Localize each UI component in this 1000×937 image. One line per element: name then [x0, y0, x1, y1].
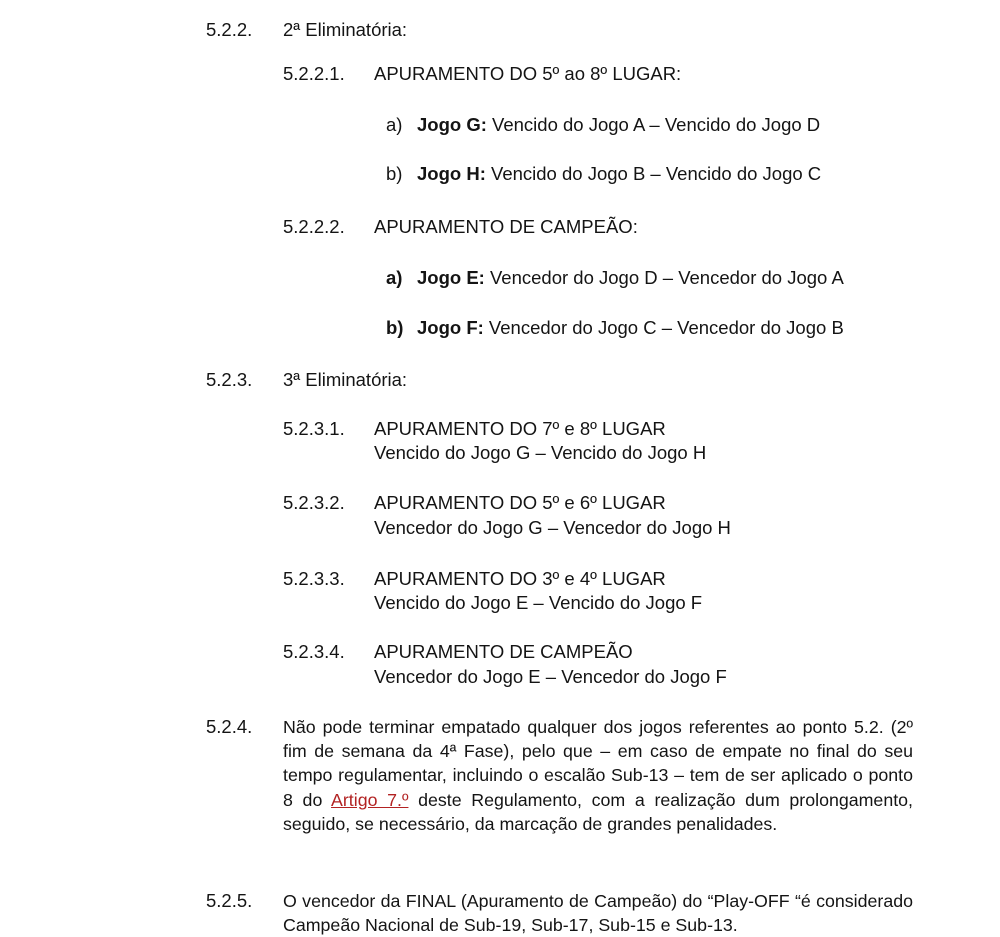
section-5-2-5-paragraph: O vencedor da FINAL (Apuramento de Campeão) do “Play-OFF “é considerado Campeão Nacional de Sub-19, Sub-17, Sub-15 e Sub-13.: [283, 891, 913, 936]
list-item: [386, 162, 822, 186]
list-marker: b): [386, 163, 403, 184]
section-title: 3ª Eliminatória:: [283, 369, 408, 390]
section-title: 2ª Eliminatória:: [283, 19, 408, 40]
section-detail: Vencido do Jogo G – Vencido do Jogo H: [374, 442, 707, 463]
section-number: 5.2.4.: [206, 716, 253, 737]
game-label: Jogo F:: [417, 317, 484, 338]
section-detail: Vencedor do Jogo G – Vencedor do Jogo H: [374, 517, 731, 538]
section-number: 5.2.2.: [206, 19, 253, 40]
paragraph-text: deste Regulamento, com a realização dum prolongamento, seguido, se necessário, da marcação de grandes penalidades.: [283, 789, 913, 834]
list-marker: a): [386, 114, 403, 135]
section-title: APURAMENTO DO 3º e 4º LUGAR: [374, 568, 666, 589]
paragraph-text: Não pode terminar empatado qualquer dos jogos referentes ao ponto 5.2. (2º fim de semana da 4ª Fase), pelo que – em caso de empate no final do seu tempo regulamentar, incluindo o escalão Sub-13 – tem de ser aplicado o ponto 8 do: [283, 717, 913, 810]
article-7-link[interactable]: Artigo 7.º: [331, 789, 409, 810]
section-number: 5.2.3.1.: [283, 418, 345, 439]
section-title: APURAMENTO DE CAMPEÃO:: [374, 216, 638, 237]
section-title: APURAMENTO DE CAMPEÃO: [374, 641, 633, 662]
section-detail: Vencido do Jogo E – Vencido do Jogo F: [374, 592, 703, 613]
section-number: 5.2.5.: [206, 890, 253, 911]
list-item: [386, 266, 844, 290]
game-text: Vencedor do Jogo D – Vencedor do Jogo A: [484, 267, 844, 288]
section-5-2-4-paragraph: [283, 715, 913, 836]
section-number: 5.2.3.2.: [283, 492, 345, 513]
section-number: 5.2.3.4.: [283, 641, 345, 662]
section-number: 5.2.2.2.: [283, 216, 345, 237]
section-number: 5.2.2.1.: [283, 63, 345, 84]
game-label: Jogo G:: [417, 114, 487, 135]
game-text: Vencido do Jogo A – Vencido do Jogo D: [486, 114, 821, 135]
game-text: Vencedor do Jogo C – Vencedor do Jogo B: [483, 317, 844, 338]
game-text: Vencido do Jogo B – Vencido do Jogo C: [485, 163, 822, 184]
list-item: [386, 113, 821, 137]
list-marker: b): [386, 317, 404, 338]
list-marker: a): [386, 267, 403, 288]
section-detail: Vencedor do Jogo E – Vencedor do Jogo F: [374, 666, 727, 687]
section-number: 5.2.3.3.: [283, 568, 345, 589]
section-title: APURAMENTO DO 7º e 8º LUGAR: [374, 418, 666, 439]
section-number: 5.2.3.: [206, 369, 253, 390]
game-label: Jogo E:: [417, 267, 485, 288]
game-label: Jogo H:: [417, 163, 486, 184]
section-title: APURAMENTO DO 5º ao 8º LUGAR:: [374, 63, 682, 84]
section-title: APURAMENTO DO 5º e 6º LUGAR: [374, 492, 666, 513]
list-item: [386, 316, 844, 340]
